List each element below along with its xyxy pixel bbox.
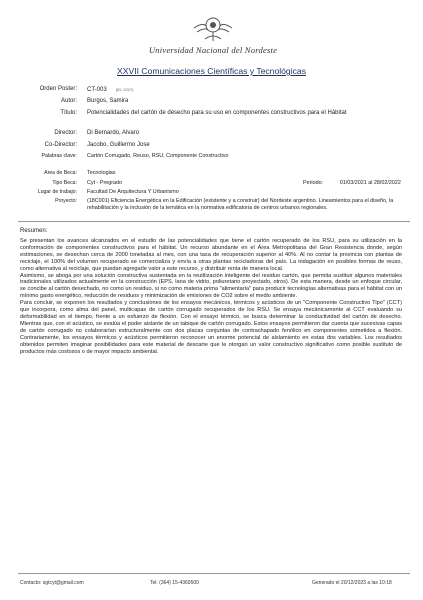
co-director-value: Jacobo, Guillermo Jose	[87, 142, 150, 148]
co-director-label: Co-Director:	[44, 142, 77, 148]
row-palabras-clave	[0, 153, 423, 161]
footer-tel: Tel: (364) 15-4369500	[150, 580, 199, 586]
orden-poster-value	[87, 86, 133, 94]
row-proyecto	[0, 198, 80, 206]
resumen-paragraph: Asimismo, se aboga por una solución constructiva sustentada en la reutilización inteligente del residuo cartón, que permita sustituir algunos materiales tradicionales utilizados actualmente en la construcción (EPS, lana de vidrio, poliuretano proyectado, otros). De esta manera, desde un enfoque circular, se concibe al cartón desechado, no como un residuo, si no como materia prima "alimentaria" para producir tecnologías alternativas para el hábitat con un mínimo gasto energético, reducción de residuos y minimización de emisiones de CO2 sobre el medio ambiente.	[20, 272, 402, 300]
section-divider	[18, 221, 410, 222]
titulo-label: Título:	[60, 110, 77, 116]
area-beca-value: Tecnologias	[87, 170, 116, 176]
autor-label: Autor:	[60, 98, 77, 104]
row-area-beca	[0, 170, 423, 178]
resumen-body	[20, 238, 402, 355]
footer-divider	[18, 573, 410, 574]
proyecto-value: (18C001) Eficiencia Energética en la Edificación (existente y a construir) del Nordeste argentino. Lineamientos para el diseño, la rehabilitación y la inclusión de la temática en la normativa edificatoria de centros urbanos regionales.	[87, 198, 394, 212]
palabras-clave-value: Cartón Corrugado, Reuso, RSU, Componente Constructivo	[87, 153, 229, 159]
periodo-value: 01/03/2021 al 28/02/2022	[339, 180, 401, 186]
resumen-paragraph: Se presentan los avances alcanzados en el estudio de las potencialidades que tiene el cartón recuperado de los RSU, para su utilización en la conformación de componentes constructivos para el hábitat. Un recurso abundante en el Área Metropolitana del Gran Resistencia donde, según estimaciones, se desechan cerca de 2000 toneladas al mes, con una tasa de recuperación superior al 40%. Al no contar la provincia con plantas de reciclaje, el 100% del volumen recuperado se comercializa y envía a otras plantas recicladoras del país. La indagación en posibles formas de reuso, como alternativa al reciclaje, que puedan agregarle valor a este recurso, y distribuir renta de manera local.	[20, 238, 402, 272]
director-value: Di Bernardo, Alvaro	[87, 130, 140, 136]
area-beca-label: Area de Beca:	[44, 170, 77, 176]
row-co-director	[0, 142, 423, 150]
periodo-label: Periodo:	[303, 180, 324, 186]
director-label: Director:	[54, 130, 77, 136]
university-name: Universidad Nacional del Nordeste	[148, 45, 278, 55]
lugar-trabajo-label: Lugar de trabajo:	[37, 189, 77, 195]
autor-value: Burgos, Samira	[87, 98, 129, 104]
row-director	[0, 130, 423, 138]
university-emblem-icon	[191, 14, 235, 44]
orden-poster-label: Orden Poster:	[39, 86, 77, 92]
periodo	[303, 180, 401, 187]
titulo-value: Potencialidades del cartón de desecho para su uso en componentes constructivos para el Hábitat	[87, 110, 347, 116]
resumen-label: Resumen:	[20, 228, 48, 234]
row-orden-poster	[0, 86, 423, 94]
row-tipo-beca	[0, 180, 300, 188]
conference-title: XXVII Comunicaciones Científicas y Tecnológicas	[117, 66, 306, 76]
palabras-clave-label: Palabras clave:	[41, 153, 77, 159]
university-logo	[118, 14, 308, 60]
proyecto-label: Proyecto:	[55, 198, 77, 204]
tipo-beca-value: Cyt - Pregrado	[87, 180, 123, 186]
row-lugar-trabajo	[0, 189, 423, 197]
row-titulo	[0, 110, 423, 126]
footer-contacto: Contacto: sgtcyt@gmail.com	[20, 580, 84, 586]
footer-generado: Generado el 20/12/2023 a las 10:18	[312, 580, 392, 586]
orden-poster-code: CT-003	[87, 87, 107, 93]
resumen-paragraph: Para concluir, se exponen los resultados y conclusiones de los ensayos mecánicos, térmicos y acústicos de un "Componente Constructivo Tipo" (CCT) que incorpora, como alma del panel, multicapas de cartón corrugado recuperados de los RSU. Se ensaya mecánicamente al CCT evaluando su deformabilidad en el tiempo, frente a un esfuerzo de flexión. Con el ensayo térmico, se busca determinar la conductividad del cartón de desecho. Mientras que, con el acústico, se evalúa el poder aislante de un tabique de cartón corrugado. Estos ensayos permitieron dar cuenta que sucesivas capas de cartón corrugado no colaborarían estructuralmente con dos placas conjuntas de contrachapado fenólico en componentes sometidos a flexión. Contrariamente, los ensayos térmicos y acústicos permitieron reconocer un enorme potencial de aislamiento en estas dos variables. Los resultados obtenidos permiten imaginar posibilidades para este material de descarte que le otorgan un valor constructivo significativo como posible sustituto de productos más costosos o de mayor impacto ambiental.	[20, 300, 402, 355]
row-autor	[0, 98, 423, 106]
tipo-beca-label: Tipo Beca:	[52, 180, 77, 186]
orden-poster-id: (ID: 2217)	[115, 87, 134, 92]
lugar-trabajo-value: Facultad De Arquitectura Y Urbanismo	[87, 189, 179, 195]
